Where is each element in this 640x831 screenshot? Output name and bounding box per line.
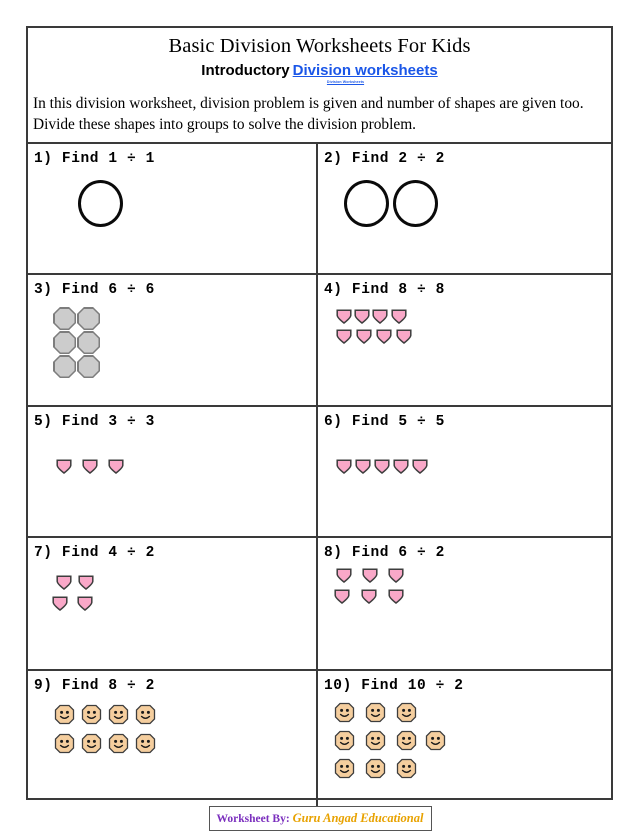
footer-credit-box bbox=[209, 806, 432, 831]
heart-shape bbox=[393, 459, 409, 474]
smiley-face-shape bbox=[365, 702, 386, 723]
octagon-shape bbox=[53, 331, 76, 354]
shape-row bbox=[56, 575, 94, 590]
problem-cell-6[interactable] bbox=[318, 407, 611, 536]
smiley-face-shape bbox=[108, 704, 129, 725]
problem-question-3: 3) Find 6 ÷ 6 bbox=[34, 282, 155, 298]
subtitle bbox=[28, 58, 611, 79]
smiley-face-shape bbox=[365, 730, 386, 751]
octagon-shape bbox=[77, 307, 100, 330]
problem-question-4: 4) Find 8 ÷ 8 bbox=[324, 282, 445, 298]
shape-row bbox=[54, 704, 156, 725]
smiley-face-shape bbox=[396, 730, 417, 751]
shape-row bbox=[336, 459, 428, 474]
heart-shape bbox=[362, 568, 378, 583]
problem-question-5: 5) Find 3 ÷ 3 bbox=[34, 414, 155, 430]
shape-row bbox=[344, 180, 438, 227]
heart-shape bbox=[78, 575, 94, 590]
shape-group-6 bbox=[336, 459, 428, 474]
problem-question-8: 8) Find 6 ÷ 2 bbox=[324, 545, 445, 561]
smiley-face-shape bbox=[334, 730, 355, 751]
octagon-shape bbox=[77, 331, 100, 354]
problem-question-9: 9) Find 8 ÷ 2 bbox=[34, 678, 155, 694]
worksheet-page bbox=[26, 26, 613, 800]
shape-row bbox=[78, 180, 123, 227]
heart-shape bbox=[356, 329, 372, 344]
problem-question-10: 10) Find 10 ÷ 2 bbox=[324, 678, 464, 694]
subtitle-lead-text: Introductory bbox=[201, 62, 290, 79]
smiley-face-shape bbox=[396, 702, 417, 723]
problem-cell-2[interactable] bbox=[318, 144, 611, 273]
heart-shape bbox=[388, 589, 404, 604]
subtitle-micro-link[interactable]: Division Worksheets bbox=[326, 80, 365, 84]
smiley-face-shape bbox=[334, 702, 355, 723]
heart-shape bbox=[354, 309, 370, 324]
problem-cell-4[interactable] bbox=[318, 275, 611, 405]
footer-organization-name: Guru Angad Educational bbox=[292, 811, 424, 825]
heart-shape bbox=[56, 575, 72, 590]
heart-shape bbox=[391, 309, 407, 324]
shape-group-1 bbox=[78, 180, 123, 227]
problem-row bbox=[28, 538, 611, 671]
heart-shape bbox=[336, 329, 352, 344]
smiley-face-shape bbox=[365, 758, 386, 779]
shape-row bbox=[336, 568, 404, 583]
heart-shape bbox=[361, 589, 377, 604]
shape-row bbox=[53, 355, 100, 378]
circle-shape bbox=[393, 180, 438, 227]
problem-cell-9[interactable] bbox=[28, 671, 318, 808]
heart-shape bbox=[336, 459, 352, 474]
heart-shape bbox=[77, 596, 93, 611]
problem-question-1: 1) Find 1 ÷ 1 bbox=[34, 151, 155, 167]
instructions-text: In this division worksheet, division problem is given and number of shapes are given too. Divide these shapes into groups to solve the division problem. bbox=[33, 95, 584, 133]
shape-group-3 bbox=[53, 307, 100, 378]
heart-shape bbox=[82, 459, 98, 474]
heart-shape bbox=[355, 459, 371, 474]
problem-row bbox=[28, 671, 611, 808]
shape-row bbox=[53, 331, 100, 354]
problem-cell-8[interactable] bbox=[318, 538, 611, 669]
shape-row bbox=[54, 733, 156, 754]
smiley-face-shape bbox=[334, 758, 355, 779]
heart-shape bbox=[336, 309, 352, 324]
smiley-face-shape bbox=[54, 733, 75, 754]
heart-shape bbox=[334, 589, 350, 604]
smiley-face-shape bbox=[135, 704, 156, 725]
footer-by-label: Worksheet By: bbox=[216, 813, 290, 825]
shape-group-2 bbox=[344, 180, 438, 227]
circle-shape bbox=[78, 180, 123, 227]
heart-shape bbox=[336, 568, 352, 583]
heart-shape bbox=[374, 459, 390, 474]
problem-cell-10[interactable] bbox=[318, 671, 611, 808]
smiley-face-shape bbox=[81, 704, 102, 725]
heart-shape bbox=[412, 459, 428, 474]
shape-row bbox=[53, 307, 100, 330]
heart-shape bbox=[376, 329, 392, 344]
shape-group-10 bbox=[334, 702, 446, 779]
shape-row bbox=[334, 758, 446, 779]
shape-row bbox=[334, 589, 404, 604]
octagon-shape bbox=[53, 355, 76, 378]
footer bbox=[0, 806, 640, 831]
heart-shape bbox=[56, 459, 72, 474]
shape-row bbox=[56, 459, 124, 474]
heart-shape bbox=[52, 596, 68, 611]
problem-cell-3[interactable] bbox=[28, 275, 318, 405]
smiley-face-shape bbox=[108, 733, 129, 754]
shape-row bbox=[334, 730, 446, 751]
shape-group-7 bbox=[56, 575, 94, 611]
smiley-face-shape bbox=[54, 704, 75, 725]
shape-row bbox=[52, 596, 94, 611]
shape-row bbox=[336, 329, 412, 344]
smiley-face-shape bbox=[396, 758, 417, 779]
shape-group-8 bbox=[336, 568, 404, 604]
problem-grid bbox=[28, 144, 611, 808]
octagon-shape bbox=[77, 355, 100, 378]
heart-shape bbox=[372, 309, 388, 324]
problem-row bbox=[28, 407, 611, 538]
shape-group-5 bbox=[56, 459, 124, 474]
smiley-face-shape bbox=[425, 730, 446, 751]
problem-question-2: 2) Find 2 ÷ 2 bbox=[324, 151, 445, 167]
division-worksheets-link[interactable]: Division worksheets bbox=[292, 62, 438, 79]
heart-shape bbox=[396, 329, 412, 344]
heart-shape bbox=[108, 459, 124, 474]
smiley-face-shape bbox=[135, 733, 156, 754]
problem-cell-1[interactable] bbox=[28, 144, 318, 273]
shape-group-4 bbox=[336, 309, 412, 344]
worksheet-header bbox=[28, 28, 611, 144]
shape-row bbox=[336, 309, 412, 324]
problem-cell-5[interactable] bbox=[28, 407, 318, 536]
problem-question-6: 6) Find 5 ÷ 5 bbox=[324, 414, 445, 430]
shape-group-9 bbox=[54, 704, 156, 754]
shape-row bbox=[334, 702, 446, 723]
page-title: Basic Division Worksheets For Kids bbox=[168, 35, 471, 57]
problem-cell-7[interactable] bbox=[28, 538, 318, 669]
smiley-face-shape bbox=[81, 733, 102, 754]
circle-shape bbox=[344, 180, 389, 227]
problem-question-7: 7) Find 4 ÷ 2 bbox=[34, 545, 155, 561]
heart-shape bbox=[388, 568, 404, 583]
octagon-shape bbox=[53, 307, 76, 330]
problem-row bbox=[28, 275, 611, 407]
problem-row bbox=[28, 144, 611, 275]
